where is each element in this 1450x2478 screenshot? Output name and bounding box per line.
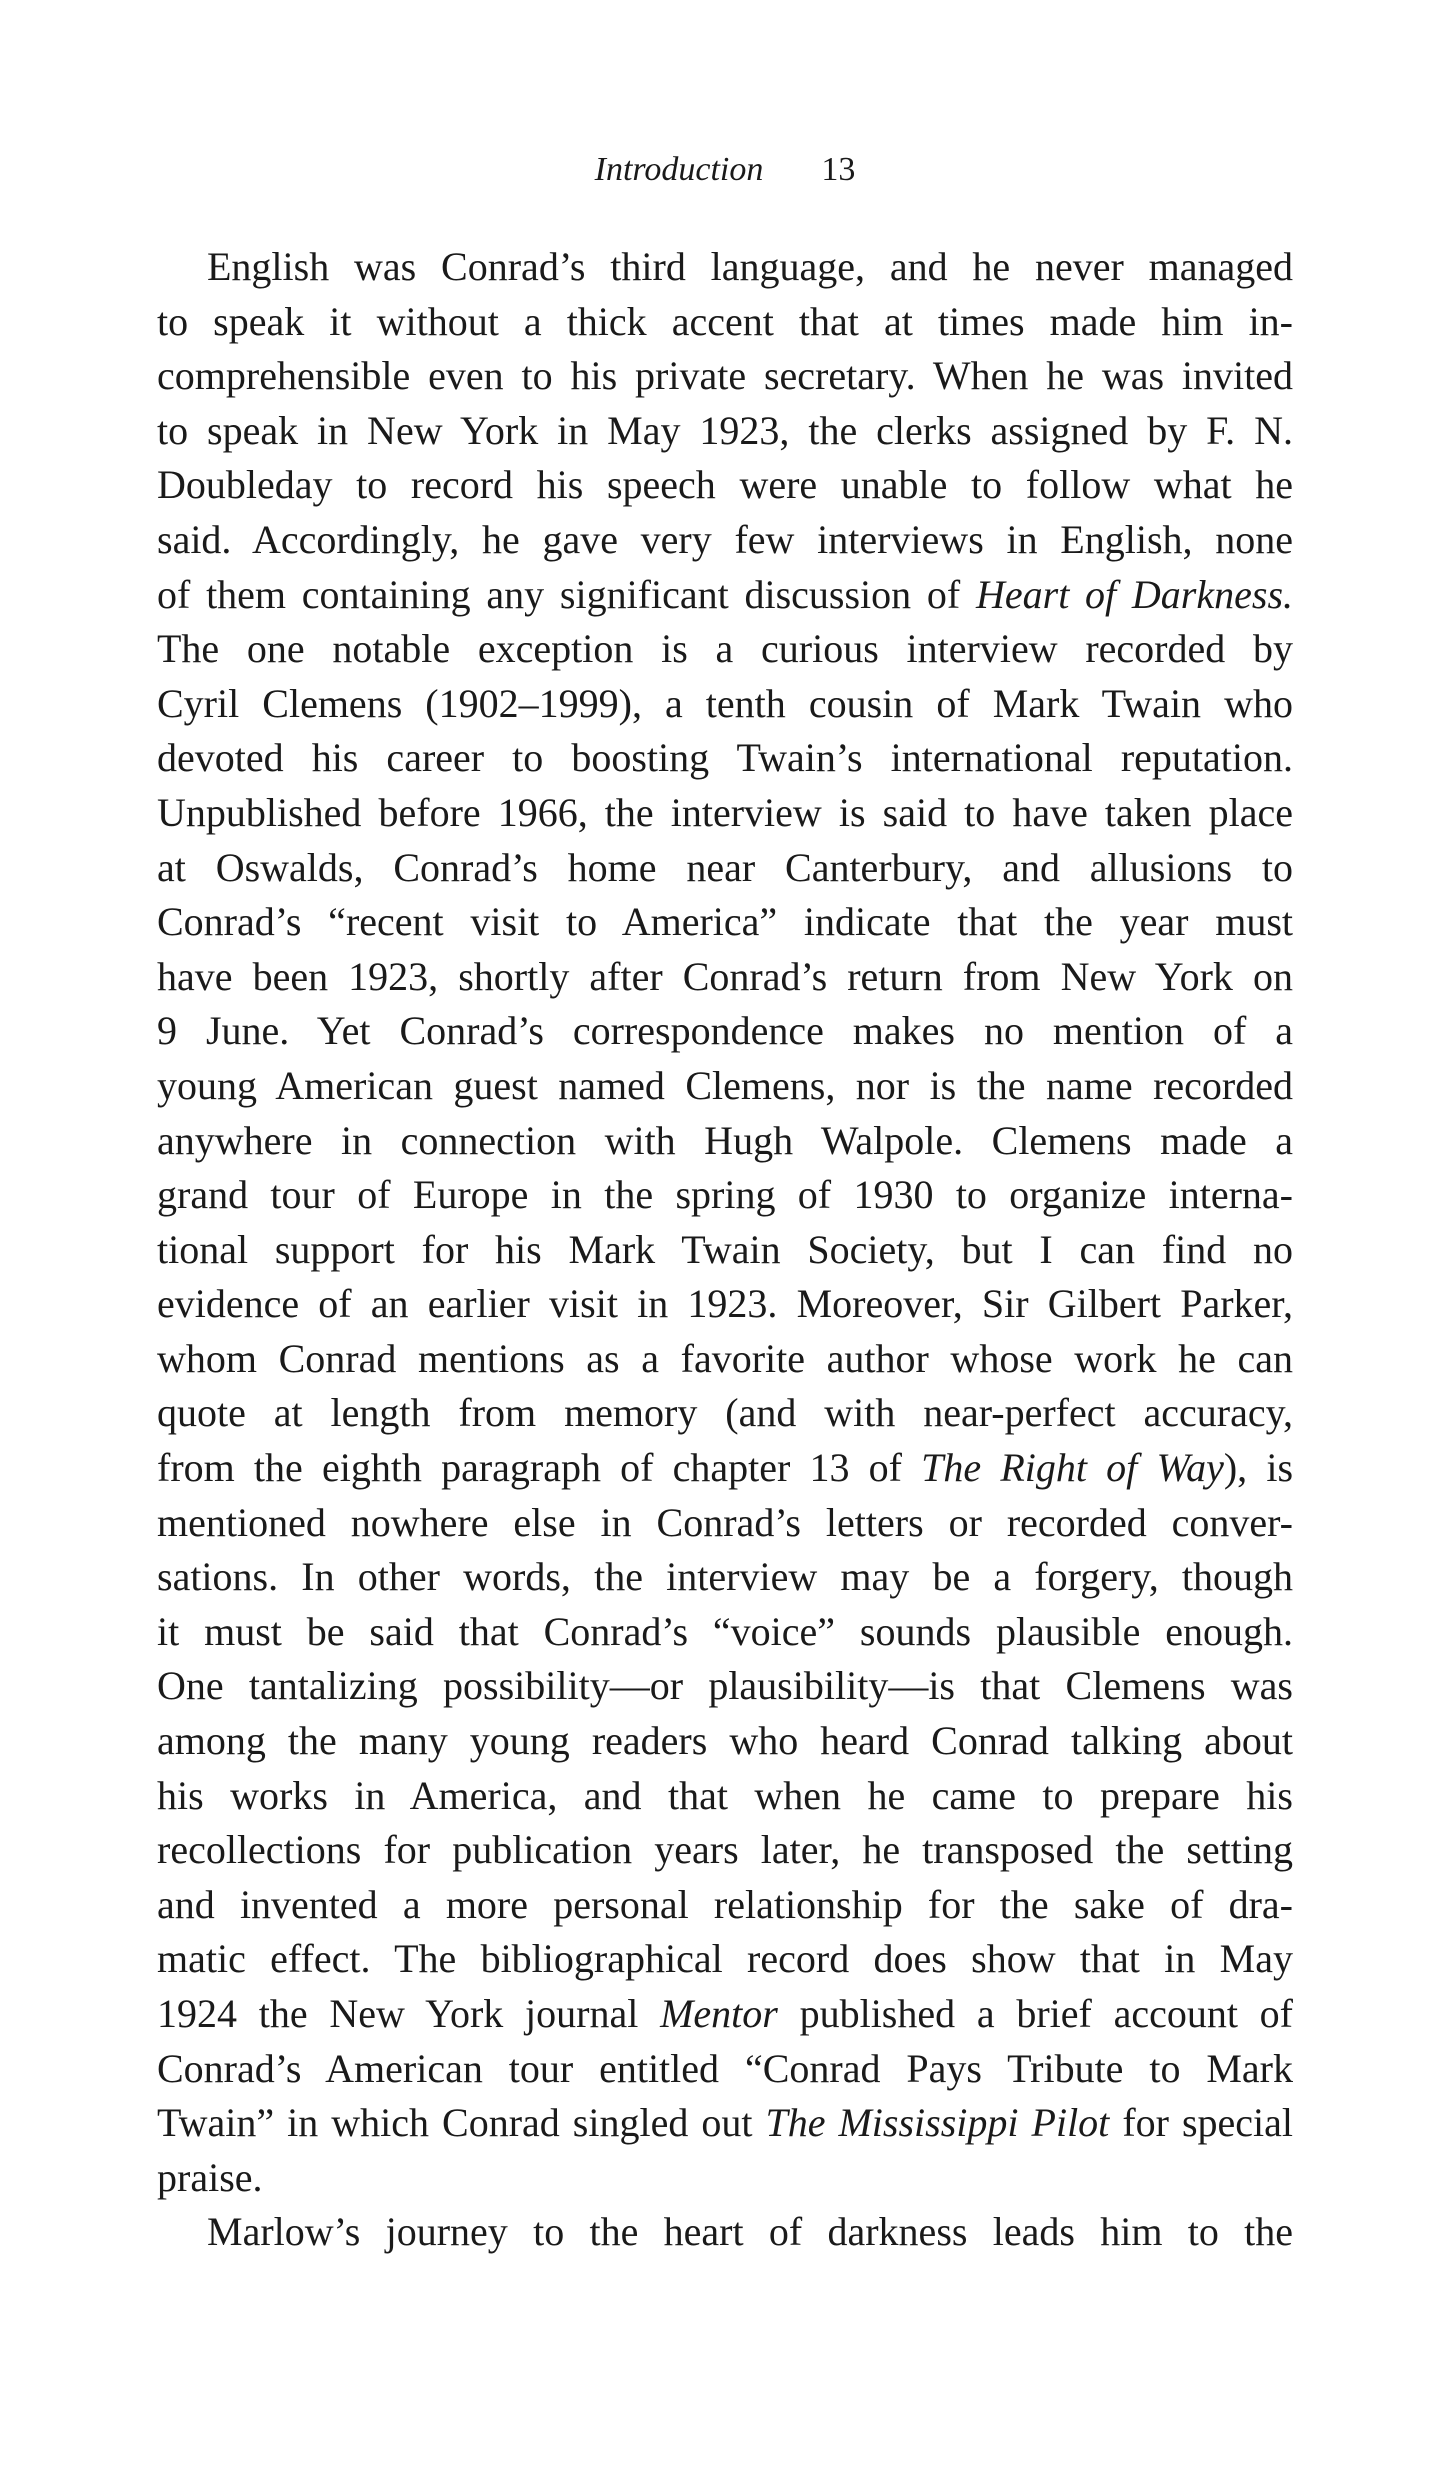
paragraph [157,240,1293,2205]
text-line: 9 June. Yet Conrad’s correspondence makes no mention of a [157,1008,1293,1054]
text-line: anywhere in connection with Hugh Walpole. Clemens made a [157,1117,1293,1163]
text-segment: from the eighth paragraph of chapter 13 of [157,1445,902,1491]
text-line: it must be said that Conrad’s “voice” sounds plausible enough. [157,1608,1293,1654]
text-line: tional support for his Mark Twain Society, but I can find no [157,1226,1293,1272]
text-line: matic effect. The bibliographical record does show that in May [157,1936,1293,1982]
text-line: his works in America, and that when he came to prepare his [157,1772,1293,1818]
paragraph [157,2205,1293,2260]
text-segment: published a brief account of [799,1991,1294,2036]
text-line: evidence of an earlier visit in 1923. Moreover, Sir Gilbert Parker, [157,1281,1293,1327]
text-line: recollections for publication years later, he transposed the setting [157,1827,1293,1873]
text-line: mentioned nowhere else in Conrad’s letters or recorded conver- [157,1499,1293,1545]
text-line [157,1441,1293,1496]
text-line: English was Conrad’s third language, and he never managed [207,244,1293,289]
text-line [157,2096,1293,2151]
text-line: The one notable exception is a curious interview recorded by [157,626,1293,672]
text-line: and invented a more personal relationship for the sake of dra- [157,1881,1293,1927]
text-line: to speak in New York in May 1923, the clerks assigned by F. N. [157,407,1293,453]
page-number: 13 [821,151,856,188]
text-line [157,1987,1293,2042]
italic-book-title: The Mississippi Pilot [765,2100,1110,2146]
text-segment: of them containing any significant discussion of [157,571,961,617]
text-line: sations. In other words, the interview may be a forgery, though [157,1554,1293,1600]
text-segment: for special [1122,2100,1294,2146]
italic-book-title: Heart of Darkness. [975,571,1294,617]
running-head-title: Introduction [594,151,764,188]
text-line [157,568,1293,623]
text-line: Unpublished before 1966, the interview is said to have taken place [157,789,1293,835]
body-text [157,240,1293,2260]
text-line: to speak it without a thick accent that at times made him in- [157,298,1293,344]
text-line: whom Conrad mentions as a favorite author whose work he can [157,1335,1293,1381]
text-line: Marlow’s journey to the heart of darkness leads him to the [207,2209,1293,2255]
text-line: Conrad’s American tour entitled “Conrad Pays Tribute to Mark [157,2045,1293,2091]
text-line: quote at length from memory (and with near-perfect accuracy, [157,1390,1293,1436]
text-line: said. Accordingly, he gave very few interviews in English, none [157,516,1293,562]
running-head [0,144,1450,196]
text-line: comprehensible even to his private secretary. When he was invited [157,353,1293,399]
text-line: young American guest named Clemens, nor is the name recorded [157,1062,1293,1108]
text-line: grand tour of Europe in the spring of 1930 to organize interna- [157,1172,1293,1218]
text-line: Cyril Clemens (1902–1999), a tenth cousin of Mark Twain who [157,680,1293,726]
text-line: praise. [157,2154,263,2200]
text-line: devoted his career to boosting Twain’s international reputation. [157,735,1293,781]
text-line: among the many young readers who heard Conrad talking about [157,1718,1293,1764]
text-segment: Twain” in which Conrad singled out [157,2100,753,2146]
italic-book-title: The Right of Way [921,1445,1224,1491]
text-line: Doubleday to record his speech were unable to follow what he [157,462,1293,508]
text-line: Conrad’s “recent visit to America” indicate that the year must [157,899,1293,945]
text-line: at Oswalds, Conrad’s home near Canterbury, and allusions to [157,844,1293,890]
text-line: One tantalizing possibility—or plausibility—is that Clemens was [157,1663,1293,1709]
text-segment: 1924 the New York journal [157,1991,639,2036]
text-segment: ), is [1223,1445,1294,1491]
text-line: have been 1923, shortly after Conrad’s return from New York on [157,953,1293,999]
italic-journal-title: Mentor [660,1991,778,2036]
